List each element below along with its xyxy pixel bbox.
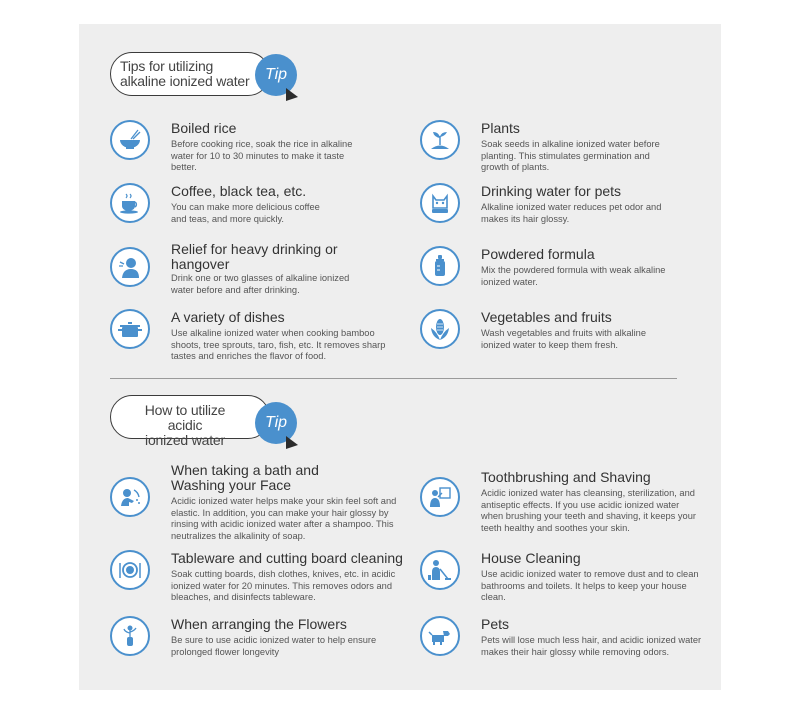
acid-item-tableware — [110, 550, 410, 610]
item-desc: Be sure to use acidic ionized water to help ensure prolonged flower longevity — [171, 635, 377, 657]
tip-item-dishes — [110, 309, 410, 369]
item-desc: Mix the powdered formula with weak alkaline ionized water. — [481, 265, 666, 287]
item-title: When taking a bath and Washing your Face — [171, 462, 319, 493]
item-desc: Pets will lose much less hair, and acidic ionized water makes their hair glossy while removing odors. — [481, 635, 702, 657]
acid-item-flowers — [110, 616, 410, 666]
corn-icon — [420, 309, 460, 349]
item-title: Boiled rice — [171, 120, 237, 136]
rice-bowl-icon — [110, 120, 150, 160]
item-title: Plants — [481, 120, 520, 136]
cooking-pot-icon — [110, 309, 150, 349]
item-title: Toothbrushing and Shaving — [481, 469, 651, 485]
acid-item-toothbrushing — [420, 469, 720, 544]
section2-tip-badge: Tip — [255, 402, 297, 444]
item-title: House Cleaning — [481, 550, 581, 566]
section1-tip-badge: Tip — [255, 54, 297, 96]
sprout-icon — [420, 120, 460, 160]
flower-vase-icon — [110, 616, 150, 656]
item-desc: Alkaline ionized water reduces pet odor and makes its hair glossy. — [481, 202, 662, 224]
item-title: Pets — [481, 616, 510, 632]
mirror-person-icon — [420, 477, 460, 517]
section1-title: Tips for utilizing alkaline ionized water — [120, 58, 250, 89]
item-title: Vegetables and fruits — [481, 309, 612, 325]
tip-item-coffee — [110, 183, 410, 233]
item-desc: Acidic ionized water helps make your skin feel soft and elastic. In addition, you can make your hair glossy by rinsing with acidic ionized water after a shampoo. This neutralizes the alkalinity of soap. — [171, 496, 397, 541]
item-desc: Use alkaline ionized water when cooking bamboo shoots, tree sprouts, taro, fish, etc. It removes sharp tastes and enriches the flavor of food. — [171, 328, 386, 361]
section-divider — [110, 378, 677, 379]
item-desc: Wash vegetables and fruits with alkaline ionized water to keep them fresh. — [481, 328, 647, 350]
item-desc: Soak seeds in alkaline ionized water before planting. This stimulates germination and growth of plants. — [481, 139, 660, 172]
item-title: A variety of dishes — [171, 309, 285, 325]
item-desc: You can make more delicious coffee and teas, and more quickly. — [171, 202, 320, 224]
tip-item-plants — [420, 120, 720, 180]
item-desc: Drink one or two glasses of alkaline ionized water before and after drinking. — [171, 273, 350, 295]
item-title: When arranging the Flowers — [171, 616, 347, 632]
item-title: Powdered formula — [481, 246, 595, 262]
acid-item-pets — [420, 616, 720, 666]
baby-bottle-icon — [420, 246, 460, 286]
section2-title: How to utilize acidic ionized water — [144, 402, 226, 448]
cat-icon — [420, 183, 460, 223]
tip-item-formula — [420, 246, 720, 296]
item-title: Tableware and cutting board cleaning — [171, 550, 403, 566]
item-desc: Soak cutting boards, dish clothes, knives, etc. in acidic ionized water for 20 minutes. This removes odors and bleaches, and disinfects tableware. — [171, 569, 396, 602]
plate-cutlery-icon — [110, 550, 150, 590]
hangover-person-icon — [110, 247, 150, 287]
section1-tip-tail — [286, 88, 298, 101]
tip-item-pet-water — [420, 183, 720, 233]
tip-item-boiled-rice — [110, 120, 410, 180]
item-desc: Before cooking rice, soak the rice in alkaline water for 10 to 30 minutes to make it taste better. — [171, 139, 353, 172]
dog-icon — [420, 616, 460, 656]
section2-tip-tail — [286, 436, 298, 449]
acid-item-bath — [110, 463, 410, 543]
item-title: Coffee, black tea, etc. — [171, 183, 307, 199]
tip-item-hangover — [110, 242, 410, 302]
item-desc: Acidic ionized water has cleansing, sterilization, and antiseptic effects. If you use acidic ionized water when brushing your teeth and shaving, it keeps your teeth healthy and soothes your skin. — [481, 488, 696, 533]
bathing-person-icon — [110, 477, 150, 517]
item-title: Drinking water for pets — [481, 183, 622, 199]
item-title: Relief for heavy drinking or hangover — [171, 241, 338, 272]
coffee-cup-icon — [110, 183, 150, 223]
acid-item-house-cleaning — [420, 550, 720, 610]
tip-item-vegetables — [420, 309, 720, 359]
item-desc: Use acidic ionized water to remove dust and to clean bathrooms and toilets. It helps to keep your house clean. — [481, 569, 699, 602]
cleaning-person-icon — [420, 550, 460, 590]
